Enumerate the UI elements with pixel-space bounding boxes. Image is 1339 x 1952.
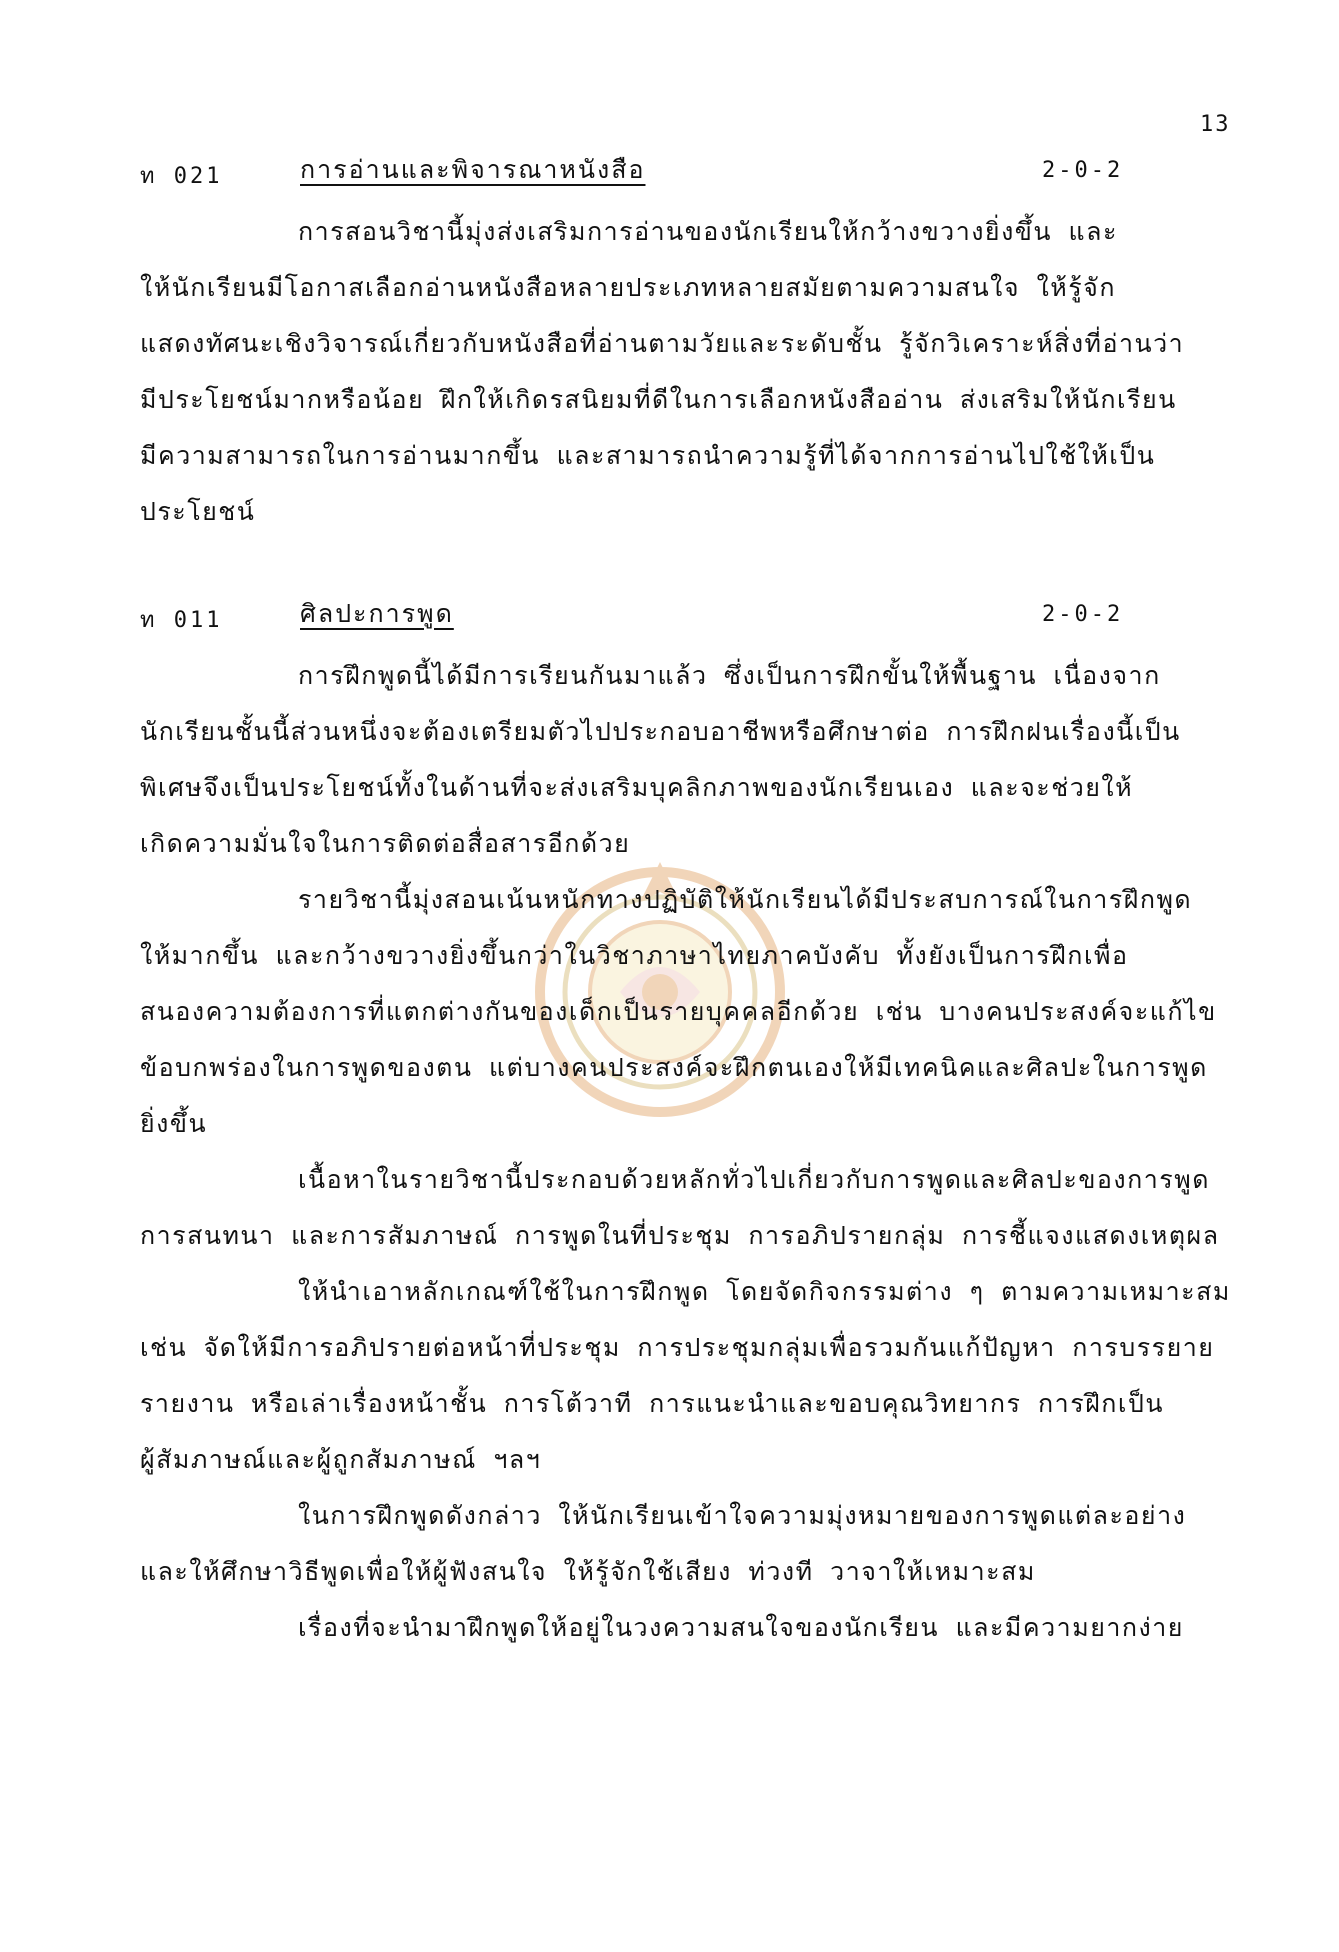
course-title: ศิลปะการพูด [300, 599, 454, 628]
text-line: มีความสามารถในการอ่านมากขึ้น และสามารถนำความรู้ที่ได้จากการอ่านไปใช้ให้เป็น [140, 441, 1156, 470]
text-line: การสนทนา และการสัมภาษณ์ การพูดในที่ประชุม การอภิปรายกลุ่ม การชี้แจงแสดงเหตุผล [140, 1221, 1220, 1250]
text-line: การสอนวิชานี้มุ่งส่งเสริมการอ่านของนักเรียนให้กว้างขวางยิ่งขึ้น และ [298, 217, 1118, 246]
text-line: เช่น จัดให้มีการอภิปรายต่อหน้าที่ประชุม การประชุมกลุ่มเพื่อรวมกันแก้ปัญหา การบรรยาย [140, 1333, 1215, 1362]
text-line: แสดงทัศนะเชิงวิจารณ์เกี่ยวกับหนังสือที่อ่านตามวัยและระดับชั้น รู้จักวิเคราะห์สิ่งที่อ่านว่า [140, 329, 1185, 358]
text-line: เกิดความมั่นใจในการติดต่อสื่อสารอีกด้วย [140, 829, 631, 858]
text-line: และให้ศึกษาวิธีพูดเพื่อให้ผู้ฟังสนใจ ให้รู้จักใช้เสียง ท่วงที วาจาให้เหมาะสม [140, 1557, 1036, 1586]
text-line: ประโยชน์ [140, 497, 256, 526]
course-credit: 2-0-2 [1042, 158, 1124, 183]
course-credit: 2-0-2 [1042, 602, 1124, 627]
text-line: เรื่องที่จะนำมาฝึกพูดให้อยู่ในวงความสนใจของนักเรียน และมีความยากง่าย [298, 1613, 1184, 1642]
course-code: ท 011 [140, 608, 223, 633]
text-line: การฝึกพูดนี้ได้มีการเรียนกันมาแล้ว ซึ่งเป็นการฝึกขั้นให้พื้นฐาน เนื่องจาก [298, 661, 1161, 690]
text-line: ผู้สัมภาษณ์และผู้ถูกสัมภาษณ์ ฯลฯ [140, 1445, 542, 1474]
text-line: ให้มากขึ้น และกว้างขวางยิ่งขึ้นกว่าในวิชาภาษาไทยภาคบังคับ ทั้งยังเป็นการฝึกเพื่อ [140, 941, 1129, 970]
text-line: สนองความต้องการที่แตกต่างกันของเด็กเป็นรายบุคคลอีกด้วย เช่น บางคนประสงค์จะแก้ไข [140, 997, 1217, 1026]
text-line: พิเศษจึงเป็นประโยชน์ทั้งในด้านที่จะส่งเสริมบุคลิกภาพของนักเรียนเอง และจะช่วยให้ [140, 773, 1134, 802]
text-line: เนื้อหาในรายวิชานี้ประกอบด้วยหลักทั่วไปเกี่ยวกับการพูดและศิลปะของการพูด [298, 1165, 1210, 1194]
text-line: มีประโยชน์มากหรือน้อย ฝึกให้เกิดรสนิยมที่ดีในการเลือกหนังสืออ่าน ส่งเสริมให้นักเรียน [140, 385, 1177, 414]
course-header-1 [140, 150, 1140, 190]
text-line: รายงาน หรือเล่าเรื่องหน้าชั้น การโต้วาที การแนะนำและขอบคุณวิทยากร การฝึกเป็น [140, 1389, 1164, 1418]
text-line: ให้นำเอาหลักเกณฑ์ใช้ในการฝึกพูด โดยจัดกิจกรรมต่าง ๆ ตามความเหมาะสม [298, 1277, 1231, 1306]
text-line: รายวิชานี้มุ่งสอนเน้นหนักทางปฏิบัติให้นักเรียนได้มีประสบการณ์ในการฝึกพูด [298, 885, 1193, 914]
text-line: ให้นักเรียนมีโอกาสเลือกอ่านหนังสือหลายประเภทหลายสมัยตามความสนใจ ให้รู้จัก [140, 273, 1116, 302]
text-line: ข้อบกพร่องในการพูดของตน แต่บางคนประสงค์จะฝึกตนเองให้มีเทคนิคและศิลปะในการพูด [140, 1053, 1208, 1082]
course-code: ท 021 [140, 164, 223, 189]
course-header-2 [140, 594, 1140, 634]
course-title: การอ่านและพิจารณาหนังสือ [300, 155, 646, 184]
text-line: ในการฝึกพูดดังกล่าว ให้นักเรียนเข้าใจความมุ่งหมายของการพูดแต่ละอย่าง [298, 1501, 1187, 1530]
page-number: 13 [1200, 112, 1231, 137]
text-line: นักเรียนชั้นนี้ส่วนหนึ่งจะต้องเตรียมตัวไปประกอบอาชีพหรือศึกษาต่อ การฝึกฝนเรื่องนี้เป็น [140, 717, 1181, 746]
text-line: ยิ่งขึ้น [140, 1109, 208, 1138]
